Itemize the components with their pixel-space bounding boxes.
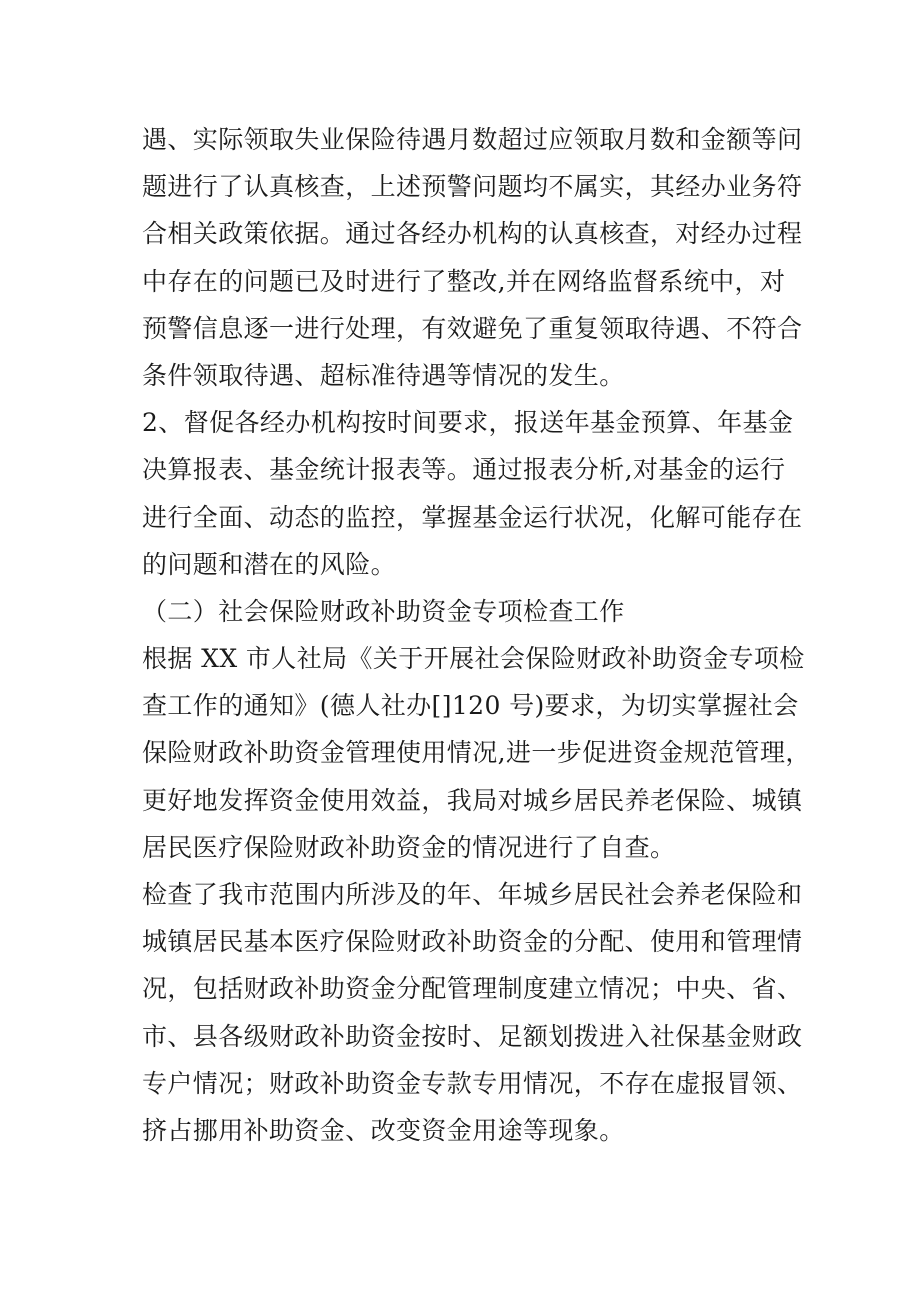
text-line: 市、县各级财政补助资金按时、足额划拨进入社保基金财政: [142, 1021, 803, 1051]
text-line: 决算报表、基金统计报表等。通过报表分析,对基金的运行: [142, 455, 786, 485]
text-line: 预警信息逐一进行处理，有效避免了重复领取待遇、不符合: [142, 313, 803, 343]
text-line: 题进行了认真核查，上述预警问题均不属实，其经办业务符: [142, 172, 803, 202]
text-line: 合相关政策依据。通过各经办机构的认真核查，对经办过程: [142, 219, 803, 249]
text-line: 中存在的问题已及时进行了整改,并在网络监督系统中，对: [142, 266, 786, 296]
text-line: 专户情况；财政补助资金专款专用情况，不存在虚报冒领、: [142, 1068, 803, 1098]
section-heading: （二）社会保险财政补助资金专项检查工作: [142, 596, 625, 626]
text-line: 保险财政补助资金管理使用情况,进一步促进资金规范管理，: [142, 738, 811, 768]
text-line: 城镇居民基本医疗保险财政补助资金的分配、使用和管理情: [142, 927, 803, 957]
text-line: 的问题和潜在的风险。: [142, 549, 397, 579]
text-line: 检查了我市范围内所涉及的年、年城乡居民社会养老保险和: [142, 880, 803, 909]
text-line: 查工作的通知》(德人社办[]120 号)要求，为切实掌握社会: [142, 691, 799, 721]
text-line: 条件领取待遇、超标准待遇等情况的发生。: [142, 360, 625, 390]
text-line: 2、督促各经办机构按时间要求，报送年基金预算、年基金: [142, 408, 794, 438]
text-line: 挤占挪用补助资金、改变资金用途等现象。: [142, 1115, 625, 1145]
text-line: 进行全面、动态的监控，掌握基金运行状况，化解可能存在: [142, 502, 803, 532]
text-line: 居民医疗保险财政补助资金的情况进行了自查。: [142, 832, 676, 862]
text-line: 根据 XX 市人社局《关于开展社会保险财政补助资金专项检: [142, 644, 805, 674]
text-line: 况，包括财政补助资金分配管理制度建立情况；中央、省、: [142, 974, 803, 1004]
text-line: 更好地发挥资金使用效益，我局对城乡居民养老保险、城镇: [142, 785, 803, 815]
text-line: 遇、实际领取失业保险待遇月数超过应领取月数和金额等问: [142, 125, 803, 154]
document-body: [142, 116, 811, 1154]
